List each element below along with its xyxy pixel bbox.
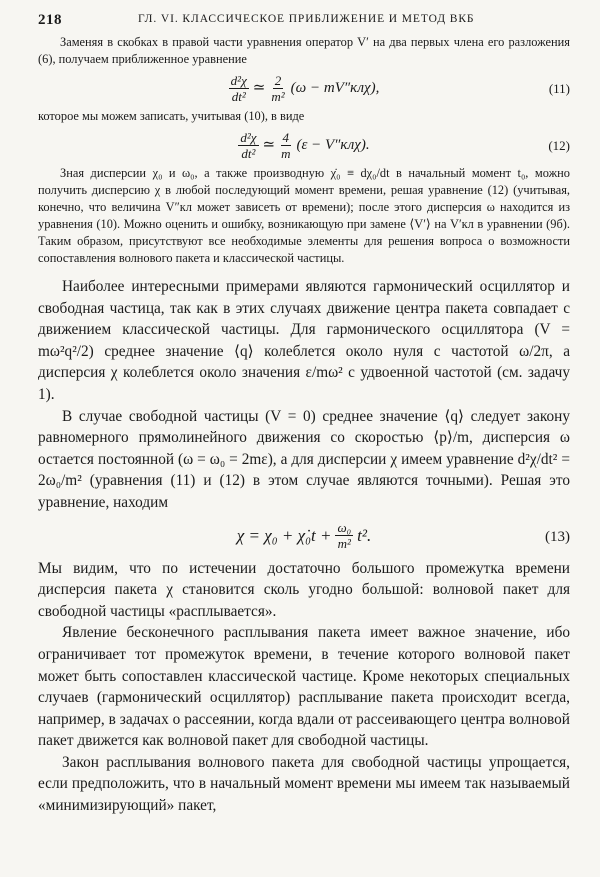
paragraph: Наиболее интересными примерами являются гармонический осциллятор и свободная частица, так как в этих случаях движение центра пакета совпадает с движением классической частицы. Для гармонического осциллятора (V = mω²q²/2) среднее значение ⟨q⟩ колеблется около нуля с частотой ω/2π, а дисперсия χ колеблется около значения ε/mω² с удвоенной частотой (см. задачу 1). (38, 278, 570, 403)
fraction: $\frac{4}{m}$ (281, 129, 291, 161)
paragraph: Закон расплывания волнового пакета для свободной частицы упрощается, если предположить, что в начальный момент времени мы имеем так называемый «минимизирующий» пакет, (38, 753, 570, 815)
fraction: $\frac{\text{d²χ}}{\text{dt²}}$ (230, 72, 247, 104)
paragraph: Мы видим, что по истечении достаточно большого промежутка времени дисперсия пакета χ становится сколь угодно большой: волновой пакет для свободной частицы «расплывается». (38, 559, 570, 620)
paragraph: В случае свободной частицы (V = 0) среднее значение ⟨q⟩ следует закону равномерного прямолинейного движения со скоростью ⟨p⟩/m, дисперсия ω остается постоянной (ω = ω₀ = 2mε), а для дисперсии χ имеем уравнение d²χ/dt² = 2ω₀/m² (уравнения (11) и (12) в этом случае являются точными). Решая это уравнение, находим (38, 407, 570, 511)
paragraph: Зная дисперсии χ₀ и ω₀, а также производную χ̇₀ ≡ dχ₀/dt в начальный момент t₀, можно получить дисперсию χ в любой последующий момент времени, решая уравнение (12) (учитывая, конечно, что величина V″кл может зависеть от времени); после этого дисперсия ω находится из уравнения (10). Можно оценить и ошибку, возникающую при замене ⟨V′⟩ на V′кл в уравнении (9б). Таким образом, присутствуют все необходимые элементы для решения вопроса о возможности сопоставления волнового пакета и классической частицы. (38, 166, 570, 265)
expression: (ω − mV″клχ), (290, 79, 380, 96)
equation-number: (13) (545, 528, 570, 545)
running-head (38, 10, 570, 34)
equation-11 (38, 68, 570, 108)
chapter-title: ГЛ. VI. КЛАССИЧЕСКОЕ ПРИБЛИЖЕНИЕ И МЕТОД ВКБ (138, 13, 475, 25)
main-text-block (38, 276, 570, 817)
relation: ≃ (252, 79, 266, 96)
equation-number: (12) (548, 138, 570, 153)
paragraph: Заменяя в скобках в правой части уравнения оператор V′ на два первых члена его разложения (6), получаем приближенное уравнение (38, 35, 570, 66)
expression: (ε − V″клχ). (296, 136, 370, 153)
fraction: $\frac{\text{d²χ}}{\text{dt²}}$ (240, 129, 257, 161)
expression: χ = χ₀ + χ̇₀t + (236, 525, 332, 545)
equation-13 (38, 514, 570, 558)
relation: ≃ (262, 136, 276, 153)
expression: t². (357, 525, 372, 545)
fraction: $\frac{\text{ω₀}}{\text{m²}}$ (337, 520, 352, 552)
book-page (38, 10, 570, 817)
small-print-block (38, 34, 570, 267)
paragraph: которое мы можем записать, учитывая (10), в виде (38, 109, 305, 123)
equation-12 (38, 125, 570, 165)
equation-number: (11) (548, 81, 570, 96)
paragraph: Явление бесконечного расплывания пакета имеет важное значение, ибо ограничивает тот промежуток времени, в течение которого волновой пакет может быть сопоставлен классической частице. Кроме некоторых специальных случаев (гармонический осциллятор) расплывание пакета происходит всегда, например, в задачах о рассеянии, когда вдали от рассеивающего центра волновой пакет движется как волновой пакет для свободной частицы. (38, 624, 570, 750)
fraction: $\frac{2}{\text{m²}}$ (271, 72, 285, 104)
page-number: 218 (38, 12, 62, 28)
